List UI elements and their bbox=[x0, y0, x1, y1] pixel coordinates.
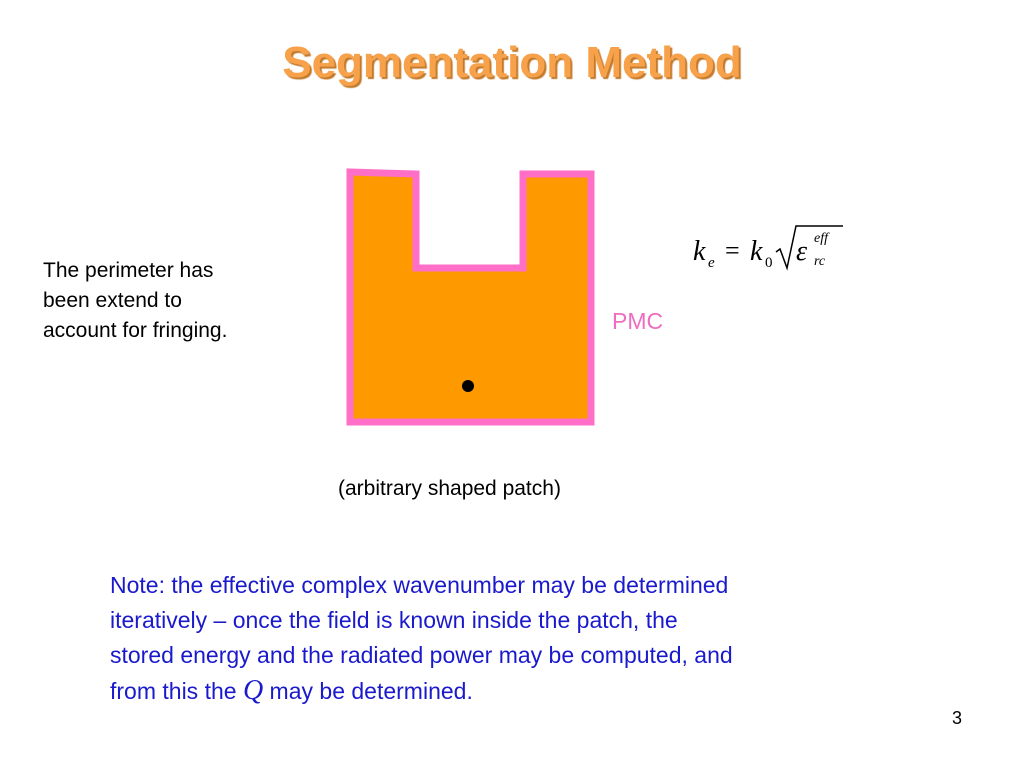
slide-title: Segmentation Method bbox=[282, 38, 742, 87]
formula-sub-e: e bbox=[708, 255, 715, 271]
formula-sub-0: 0 bbox=[765, 255, 773, 271]
diagram-caption: (arbitrary shaped patch) bbox=[338, 477, 561, 500]
q-symbol: Q bbox=[242, 675, 264, 706]
formula-k: k bbox=[693, 236, 706, 267]
note-line: stored energy and the radiated power may be computed, and bbox=[110, 642, 733, 668]
note-line: iteratively – once the field is known inside the patch, the bbox=[110, 607, 678, 633]
note-line: Note: the effective complex wavenumber may be determined bbox=[110, 572, 729, 598]
formula-sup-eff: eff bbox=[814, 231, 828, 246]
wavenumber-formula bbox=[690, 222, 860, 282]
pmc-label: PMC bbox=[612, 308, 664, 334]
note-paragraph bbox=[110, 568, 910, 709]
formula-epsilon: ε bbox=[796, 236, 808, 267]
feed-point bbox=[462, 380, 474, 392]
formula-k0: k bbox=[750, 236, 763, 267]
formula-equals: = bbox=[725, 236, 740, 265]
perimeter-note-line: account for fringing. bbox=[43, 319, 228, 342]
perimeter-note-line: The perimeter has bbox=[43, 259, 214, 282]
note-line bbox=[110, 673, 910, 709]
note-text: from this the bbox=[110, 678, 243, 704]
formula-sub-rc: rc bbox=[814, 254, 826, 269]
sqrt-sign bbox=[776, 226, 843, 268]
page-number: 3 bbox=[952, 708, 963, 728]
note-text: may be determined. bbox=[263, 678, 473, 704]
perimeter-note-line: been extend to bbox=[43, 289, 182, 312]
